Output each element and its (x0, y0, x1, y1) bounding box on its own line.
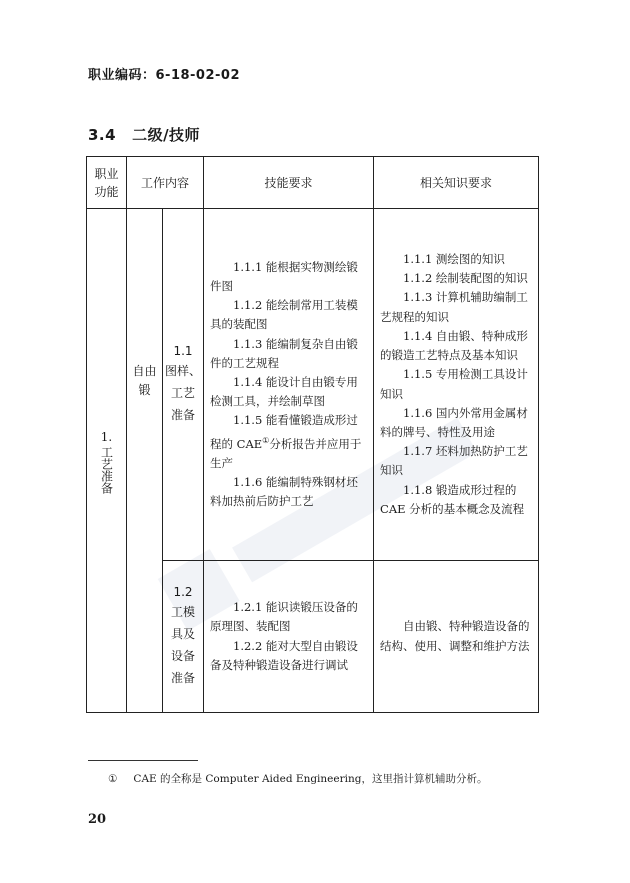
footnote-rule (88, 760, 198, 761)
occupation-code: 职业编码：6-18-02-02 (88, 68, 241, 83)
skill-item: 1.1.5 能看懂锻造成形过程的 CAE①分析报告并应用于生产 (210, 413, 362, 470)
header-work-content: 工作内容 (127, 157, 204, 209)
table-header-row (87, 157, 539, 209)
footnote (108, 771, 487, 786)
function-number: 1. (100, 429, 113, 444)
skills-cell-2 (204, 561, 374, 713)
knowledge-item: 1.1.1 测绘图的知识 (403, 252, 505, 267)
header-knowledge-requirements: 相关知识要求 (374, 157, 539, 209)
function-cell (87, 209, 127, 713)
skill-item: 1.2.1 能识读锻压设备的原理图、装配图 (210, 600, 358, 634)
footnote-ref: ① (262, 435, 270, 445)
skill-item: 1.1.4 能设计自由锻专用检测工具，并绘制草图 (210, 374, 358, 409)
footnote-text: CAE 的全称是 Computer Aided Engineering，这里指计算机辅助分析。 (133, 773, 488, 785)
header-function: 职业 功能 (87, 157, 127, 209)
knowledge-item: 1.1.3 计算机辅助编制工艺规程的知识 (380, 290, 528, 324)
header-skill-requirements: 技能要求 (204, 157, 374, 209)
work-content-sub-1: 1.1 图样、 工艺 准备 (163, 209, 204, 561)
skill-item: 1.1.3 能编制复杂自由锻件的工艺规程 (210, 336, 358, 370)
section-heading (88, 124, 200, 145)
requirements-table (86, 156, 539, 713)
section-title: 二级/技师 (132, 126, 201, 144)
knowledge-cell-1 (374, 209, 539, 561)
knowledge-item: 1.1.6 国内外常用金属材料的牌号、特性及用途 (380, 405, 528, 439)
knowledge-item: 1.1.7 坯料加热防护工艺知识 (380, 444, 528, 478)
knowledge-item: 自由锻、特种锻造设备的结构、使用、调整和维护方法 (380, 619, 530, 653)
skill-item: 1.1.2 能绘制常用工装模具的装配图 (210, 298, 358, 332)
knowledge-item: 1.1.2 绘制装配图的知识 (403, 271, 528, 286)
function-title: 工艺准备 (99, 445, 114, 494)
work-content-sub-2: 1.2 工模 具及 设备 准备 (163, 561, 204, 713)
table-row (87, 209, 539, 561)
page-number: 20 (88, 812, 107, 827)
skill-item: 1.1.6 能编制特殊钢材坯料加热前后防护工艺 (210, 474, 358, 509)
knowledge-item: 1.1.4 自由锻、特种成形的锻造工艺特点及基本知识 (380, 328, 528, 363)
section-number: 3.4 (88, 126, 117, 144)
knowledge-cell-2 (374, 561, 539, 713)
knowledge-item: 1.1.8 锻造成形过程的CAE 分析的基本概念及流程 (380, 482, 525, 516)
footnote-mark: ① (108, 773, 118, 785)
knowledge-item: 1.1.5 专用检测工具设计知识 (380, 367, 528, 401)
skill-item: 1.2.2 能对大型自由锻设备及特种锻造设备进行调试 (210, 638, 358, 672)
skills-cell-1 (204, 209, 374, 561)
work-content-main: 自由锻 (127, 209, 163, 713)
skill-item: 1.1.1 能根据实物测绘锻件图 (210, 259, 358, 293)
